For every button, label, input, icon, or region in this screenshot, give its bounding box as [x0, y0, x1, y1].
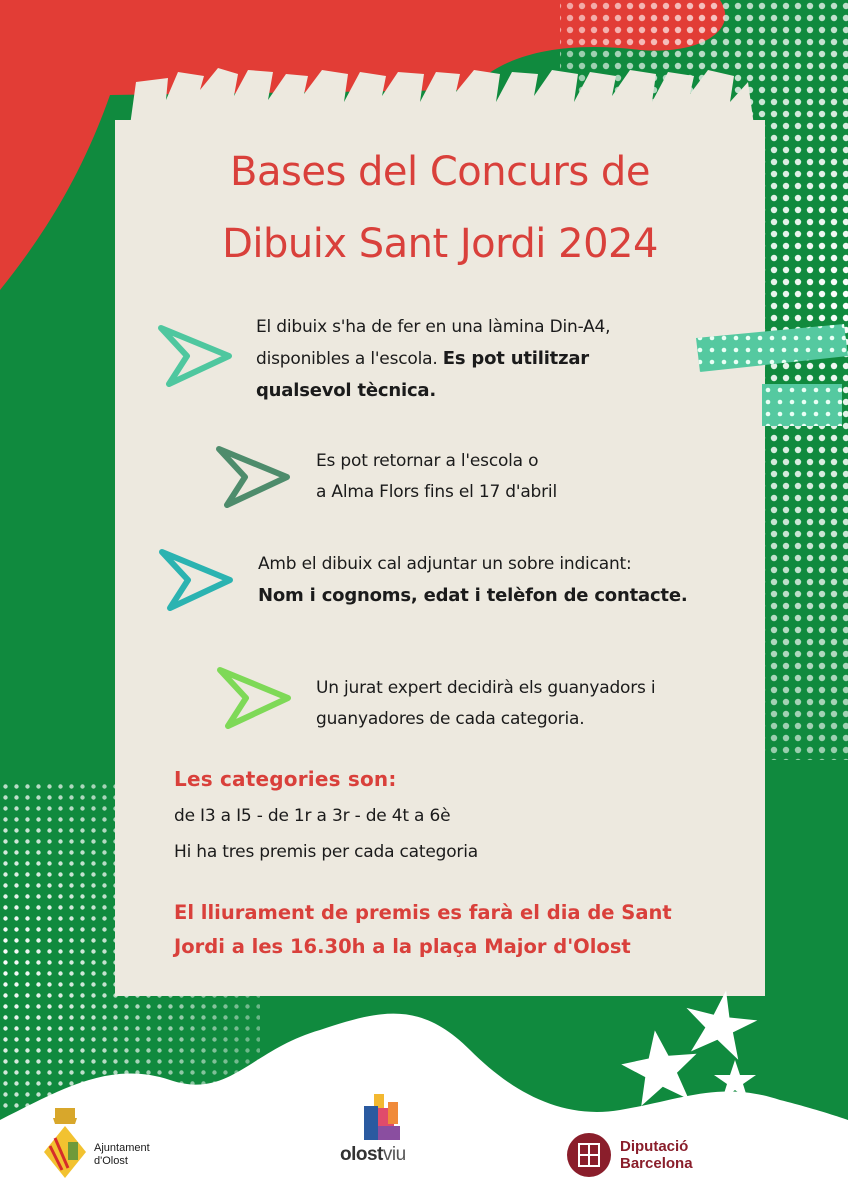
ajuntament-line-1: Ajuntament — [94, 1142, 150, 1154]
rule-1-bold-a: Es pot utilitzar — [442, 348, 589, 369]
olost-viu-mark-icon — [358, 1092, 410, 1144]
diputacio-emblem-icon — [566, 1132, 612, 1178]
rule-1-bold-b: qualsevol tècnica. — [256, 380, 436, 401]
mint-tape-top — [694, 320, 848, 372]
viu-text: viu — [382, 1144, 406, 1165]
final-line-1: El lliurament de premis es farà el dia de Sant — [174, 901, 672, 924]
categories-list: de I3 a I5 - de 1r a 3r - de 4t a 6è — [174, 806, 451, 826]
rule-2-line-1: Es pot retornar a l'escola o — [316, 451, 539, 471]
rule-item-4 — [316, 673, 655, 735]
rule-item-3 — [258, 549, 687, 612]
rule-2-line-2: a Alma Flors fins el 17 d'abril — [316, 482, 557, 502]
rule-1-line-3 — [256, 375, 610, 407]
rule-3-line-2 — [258, 580, 687, 612]
diputacio-line-2: Barcelona — [620, 1155, 693, 1172]
olost-viu-logo — [330, 1092, 440, 1182]
arrow-icon — [155, 322, 235, 390]
diputacio-line-1: Diputació — [620, 1138, 689, 1155]
arrow-icon — [156, 546, 236, 614]
arrow-icon — [213, 443, 293, 511]
ajuntament-logo — [42, 1102, 172, 1182]
title-line-2: Dibuix Sant Jordi 2024 — [222, 221, 658, 267]
diputacio-barcelona-logo — [566, 1132, 726, 1182]
rule-3-line-1: Amb el dibuix cal adjuntar un sobre indicant: — [258, 554, 632, 574]
rule-item-2 — [316, 446, 557, 508]
poster-title — [115, 136, 765, 280]
star-icon — [617, 1025, 702, 1108]
rule-1-line-2 — [256, 343, 610, 375]
prizes-note: Hi ha tres premis per cada categoria — [174, 842, 478, 862]
olost-text: olost — [340, 1144, 383, 1165]
final-line-2: Jordi a les 16.30h a la plaça Major d'Olost — [174, 935, 631, 958]
diputacio-name — [620, 1138, 693, 1172]
title-line-1: Bases del Concurs de — [230, 149, 650, 195]
ajuntament-line-2: d'Olost — [94, 1155, 128, 1167]
stars-decoration — [600, 985, 800, 1115]
mint-tape-bottom — [762, 384, 842, 426]
rule-1-plain: disponibles a l'escola. — [256, 349, 438, 369]
arrow-icon — [214, 664, 294, 732]
rule-item-1 — [256, 312, 610, 407]
star-icon — [679, 985, 761, 1062]
ajuntament-label — [94, 1142, 150, 1168]
categories-title: Les categories son: — [174, 767, 397, 791]
star-icon — [714, 1060, 756, 1100]
award-ceremony-note — [174, 896, 754, 964]
rule-4-line-1: Un jurat expert decidirà els guanyadors i — [316, 678, 656, 698]
rule-4-line-2: guanyadores de cada categoria. — [316, 709, 585, 729]
coat-of-arms-icon — [42, 1108, 88, 1180]
rule-1-line-1: El dibuix s'ha de fer en una làmina Din-A4, — [256, 317, 611, 337]
olost-viu-wordmark — [340, 1144, 406, 1166]
rule-3-bold: Nom i cognoms, edat i telèfon de contacte. — [258, 585, 688, 606]
